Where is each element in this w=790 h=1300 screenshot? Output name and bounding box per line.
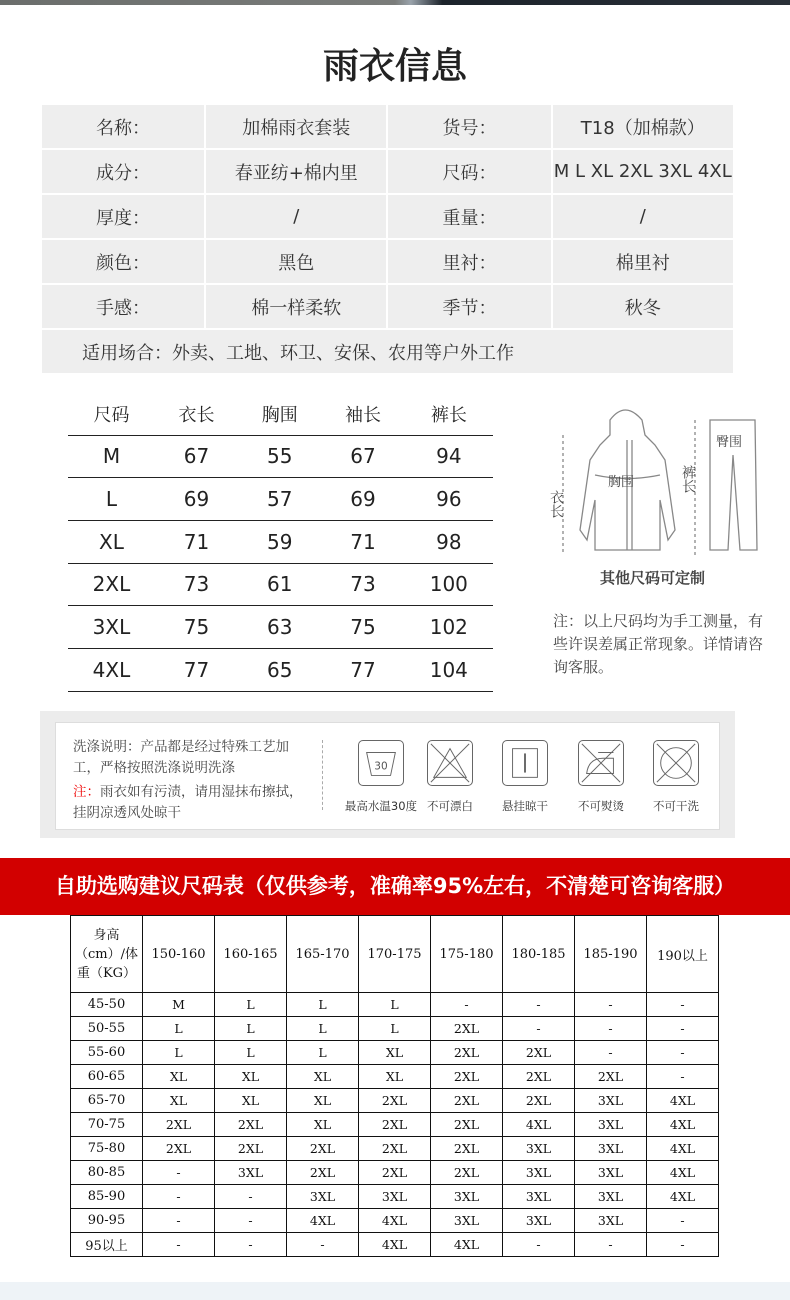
size-cell: -: [647, 993, 719, 1017]
size-cell: 4XL: [647, 1113, 719, 1137]
wash-icon-label: 不可干洗: [653, 799, 699, 813]
table-row: [71, 1017, 719, 1041]
size-cell: 4XL: [647, 1137, 719, 1161]
wash-icon-label: 不可熨烫: [578, 799, 624, 813]
size-cell: 65: [238, 648, 321, 691]
size-cell: 3XL: [503, 1161, 575, 1185]
size-cell: XL: [215, 1065, 287, 1089]
height-header: 185-190: [575, 916, 647, 993]
info-occasion: 适用场合：外卖、工地、环卫、安保、农用等户外工作: [41, 329, 734, 374]
table-row: [71, 1233, 719, 1257]
size-cell: L: [215, 993, 287, 1017]
height-header: 170-175: [359, 916, 431, 993]
size-cell: 2XL: [503, 1041, 575, 1065]
size-cell: 2XL: [143, 1137, 215, 1161]
size-cell: XL: [143, 1065, 215, 1089]
info-key: 手感：: [41, 284, 205, 329]
size-cell: 3XL: [503, 1185, 575, 1209]
info-key: 重量：: [387, 194, 551, 239]
size-cell: XL: [287, 1113, 359, 1137]
size-cell: M: [143, 993, 215, 1017]
size-cell: 2XL: [431, 1089, 503, 1113]
size-cell: 71: [155, 520, 238, 563]
size-cell: 3XL: [287, 1185, 359, 1209]
size-cell: 2XL: [359, 1113, 431, 1137]
size-cell: 4XL: [68, 648, 155, 691]
size-cell: -: [143, 1161, 215, 1185]
size-cell: -: [215, 1233, 287, 1257]
size-cell: 2XL: [575, 1065, 647, 1089]
size-cell: 2XL: [431, 1137, 503, 1161]
no-dry-clean-icon: [653, 740, 699, 786]
size-cell: 2XL: [431, 1065, 503, 1089]
size-cell: 2XL: [503, 1065, 575, 1089]
size-cell: 55: [238, 435, 321, 478]
size-cell: 59: [238, 520, 321, 563]
size-cell: 77: [155, 648, 238, 691]
size-cell: -: [575, 1233, 647, 1257]
table-row: [71, 1209, 719, 1233]
size-cell: 3XL: [575, 1089, 647, 1113]
info-key: 里衬：: [387, 239, 551, 284]
size-cell: 67: [155, 435, 238, 478]
info-key: 成分：: [41, 149, 205, 194]
page-title: 雨衣信息: [322, 45, 467, 87]
size-cell: XL: [143, 1089, 215, 1113]
diagram-caption: 其他尺码可定制: [600, 569, 706, 587]
size-cell: 4XL: [503, 1113, 575, 1137]
table-row: [68, 478, 493, 521]
hang-dry-icon: [502, 740, 548, 786]
weight-header: 75-80: [71, 1137, 143, 1161]
wash-icon-label: 不可漂白: [427, 799, 473, 813]
size-cell: -: [647, 1017, 719, 1041]
size-diagram: [550, 400, 780, 595]
weight-header: 50-55: [71, 1017, 143, 1041]
size-cell: -: [431, 993, 503, 1017]
info-value: 秋冬: [552, 284, 735, 329]
size-cell: 61: [238, 563, 321, 606]
wash-note-text: 雨衣如有污渍，请用湿抹布擦拭，挂阴凉透风处晾干: [73, 784, 303, 821]
info-value: 棉里衬: [552, 239, 735, 284]
size-cell: -: [503, 1233, 575, 1257]
size-cell: 2XL: [359, 1089, 431, 1113]
size-header: 胸围: [238, 393, 321, 435]
weight-header: 45-50: [71, 993, 143, 1017]
size-cell: L: [287, 993, 359, 1017]
table-row: [71, 1137, 719, 1161]
table-row: [68, 606, 493, 649]
size-cell: 63: [238, 606, 321, 649]
info-value: /: [552, 194, 735, 239]
size-cell: -: [503, 1017, 575, 1041]
info-value: M L XL 2XL 3XL 4XL: [552, 149, 735, 194]
info-key: 颜色：: [41, 239, 205, 284]
info-value: 春亚纺+棉内里: [205, 149, 387, 194]
size-cell: 4XL: [287, 1209, 359, 1233]
size-cell: L: [143, 1041, 215, 1065]
height-header: 160-165: [215, 916, 287, 993]
table-row: [71, 1161, 719, 1185]
size-cell: 2XL: [431, 1161, 503, 1185]
size-cell: XL: [287, 1065, 359, 1089]
size-cell: 2XL: [359, 1161, 431, 1185]
size-cell: 75: [321, 606, 404, 649]
size-cell: 2XL: [287, 1137, 359, 1161]
size-cell: L: [359, 1017, 431, 1041]
size-cell: 4XL: [359, 1209, 431, 1233]
size-cell: 2XL: [431, 1017, 503, 1041]
size-header: 袖长: [321, 393, 404, 435]
size-cell: XL: [287, 1089, 359, 1113]
no-bleach-icon: [427, 740, 473, 786]
chest-label: 胸围: [608, 475, 635, 490]
info-value: 棉一样柔软: [205, 284, 387, 329]
size-cell: 71: [321, 520, 404, 563]
size-cell: L: [215, 1041, 287, 1065]
recommend-size-table: [70, 915, 719, 1257]
size-cell: 3XL: [575, 1185, 647, 1209]
table-row: [71, 1185, 719, 1209]
size-header: 衣长: [155, 393, 238, 435]
size-cell: L: [143, 1017, 215, 1041]
size-cell: 104: [405, 648, 493, 691]
size-cell: -: [647, 1233, 719, 1257]
no-iron-icon: [578, 740, 624, 786]
size-cell: L: [287, 1041, 359, 1065]
size-cell: 2XL: [143, 1113, 215, 1137]
size-cell: -: [647, 1041, 719, 1065]
weight-header: 90-95: [71, 1209, 143, 1233]
size-cell: 3XL: [503, 1137, 575, 1161]
size-cell: 3XL: [503, 1209, 575, 1233]
size-cell: 3XL: [431, 1185, 503, 1209]
size-cell: 67: [321, 435, 404, 478]
height-header: 165-170: [287, 916, 359, 993]
size-cell: L: [359, 993, 431, 1017]
size-cell: L: [68, 478, 155, 521]
size-cell: 3XL: [215, 1161, 287, 1185]
table-row: [71, 993, 719, 1017]
table-row: [68, 648, 493, 691]
info-key: 尺码：: [387, 149, 551, 194]
size-cell: 94: [405, 435, 493, 478]
size-cell: 73: [321, 563, 404, 606]
svg-text:30: 30: [374, 760, 388, 773]
size-cell: -: [215, 1185, 287, 1209]
size-cell: 77: [321, 648, 404, 691]
corner-header: 身高（cm）/体重（KG）: [71, 916, 143, 993]
size-cell: -: [647, 1065, 719, 1089]
wash-icon-label: 最高水温30度: [344, 799, 418, 813]
info-table: [40, 103, 735, 375]
size-cell: L: [215, 1017, 287, 1041]
size-cell: 100: [405, 563, 493, 606]
weight-header: 55-60: [71, 1041, 143, 1065]
height-header: 190以上: [647, 916, 719, 993]
info-key: 厚度：: [41, 194, 205, 239]
weight-header: 65-70: [71, 1089, 143, 1113]
size-cell: 69: [155, 478, 238, 521]
wash-30-icon: [358, 740, 404, 786]
weight-header: 60-65: [71, 1065, 143, 1089]
weight-header: 95以上: [71, 1233, 143, 1257]
size-cell: 4XL: [359, 1233, 431, 1257]
size-cell: -: [143, 1209, 215, 1233]
height-header: 175-180: [431, 916, 503, 993]
size-cell: -: [215, 1209, 287, 1233]
measurement-note: 注：以上尺码均为手工测量，有些许误差属正常现象。详情请咨询客服。: [553, 612, 764, 676]
size-cell: 3XL: [68, 606, 155, 649]
size-cell: 2XL: [215, 1113, 287, 1137]
size-cell: XL: [215, 1089, 287, 1113]
size-header: 尺码: [68, 393, 155, 435]
size-cell: L: [287, 1017, 359, 1041]
size-header: 裤长: [405, 393, 493, 435]
table-row: [71, 1065, 719, 1089]
size-cell: XL: [68, 520, 155, 563]
wash-icon-label: 悬挂晾干: [502, 799, 548, 813]
size-cell: 75: [155, 606, 238, 649]
size-cell: 69: [321, 478, 404, 521]
size-cell: -: [575, 993, 647, 1017]
wash-instructions: [73, 737, 313, 824]
size-cell: 4XL: [431, 1233, 503, 1257]
size-cell: 2XL: [431, 1041, 503, 1065]
table-row: [71, 1113, 719, 1137]
table-row: [68, 435, 493, 478]
info-key: 季节：: [387, 284, 551, 329]
size-cell: 3XL: [575, 1209, 647, 1233]
info-value: 黑色: [205, 239, 387, 284]
size-cell: 4XL: [647, 1089, 719, 1113]
weight-header: 80-85: [71, 1161, 143, 1185]
size-cell: -: [575, 1041, 647, 1065]
size-cell: 4XL: [647, 1185, 719, 1209]
jacket-length-label: 衣长: [548, 490, 564, 518]
height-header: 180-185: [503, 916, 575, 993]
info-key: 货号：: [387, 104, 551, 149]
size-cell: 2XL: [359, 1137, 431, 1161]
size-cell: 3XL: [359, 1185, 431, 1209]
size-cell: 3XL: [431, 1209, 503, 1233]
table-row: [71, 1089, 719, 1113]
size-cell: -: [503, 993, 575, 1017]
info-value: T18（加棉款）: [552, 104, 735, 149]
size-cell: 2XL: [431, 1113, 503, 1137]
size-cell: M: [68, 435, 155, 478]
height-header: 150-160: [143, 916, 215, 993]
size-cell: 2XL: [215, 1137, 287, 1161]
size-cell: 3XL: [575, 1137, 647, 1161]
wash-description: 洗涤说明：产品都是经过特殊工艺加工，严格按照洗涤说明洗涤: [73, 739, 289, 776]
info-value: /: [205, 194, 387, 239]
product-photo-strip: [0, 0, 790, 5]
hip-label: 臀围: [716, 435, 743, 450]
size-cell: XL: [359, 1065, 431, 1089]
size-guide-banner: 自助选购建议尺码表（仅供参考，准确率95%左右，不清楚可咨询客服）: [0, 858, 790, 915]
info-key: 名称：: [41, 104, 205, 149]
size-cell: 2XL: [287, 1161, 359, 1185]
table-row: [68, 563, 493, 606]
info-value: 加棉雨衣套装: [205, 104, 387, 149]
size-cell: 98: [405, 520, 493, 563]
size-cell: 73: [155, 563, 238, 606]
table-row: [71, 1041, 719, 1065]
size-cell: 57: [238, 478, 321, 521]
pants-length-label: 裤长: [680, 465, 696, 493]
size-cell: -: [287, 1233, 359, 1257]
size-cell: -: [143, 1185, 215, 1209]
size-cell: 96: [405, 478, 493, 521]
weight-header: 70-75: [71, 1113, 143, 1137]
weight-header: 85-90: [71, 1185, 143, 1209]
size-cell: -: [575, 1017, 647, 1041]
size-cell: XL: [359, 1041, 431, 1065]
size-cell: 3XL: [575, 1161, 647, 1185]
table-row: [68, 520, 493, 563]
size-table: [68, 393, 493, 692]
size-cell: 2XL: [68, 563, 155, 606]
wash-note-label: 注：: [73, 784, 100, 800]
size-cell: 4XL: [647, 1161, 719, 1185]
size-cell: 2XL: [503, 1089, 575, 1113]
size-cell: -: [143, 1233, 215, 1257]
size-cell: -: [647, 1209, 719, 1233]
size-cell: 102: [405, 606, 493, 649]
size-cell: 3XL: [575, 1113, 647, 1137]
